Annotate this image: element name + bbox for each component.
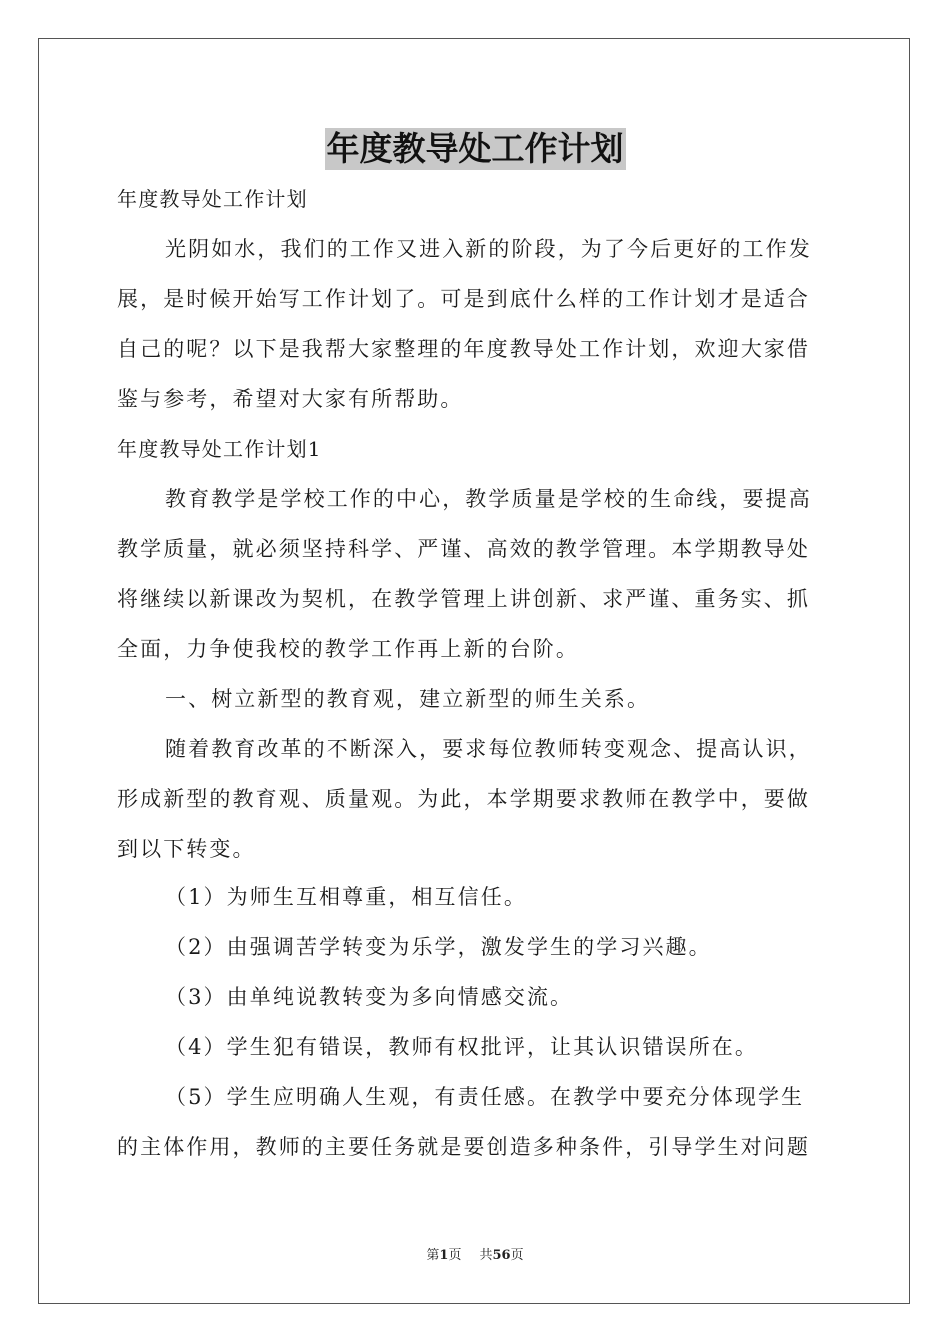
- list-item-4: （4）学生犯有错误，教师有权批评，让其认识错误所在。: [165, 1035, 758, 1059]
- para2-line-3: 到以下转变。: [117, 837, 256, 861]
- document-title: 年度教导处工作计划: [326, 129, 624, 168]
- title-wrap: [0, 128, 950, 170]
- list-item-5: （5）学生应明确人生观，有责任感。在教学中要充分体现学生: [165, 1085, 805, 1109]
- para1-line-1: 教育教学是学校工作的中心，教学质量是学校的生命线，要提高: [165, 487, 812, 511]
- footer-page-number: 1: [439, 1248, 449, 1263]
- page-border: [38, 38, 910, 1304]
- list-item-2: （2）由强调苦学转变为乐学，激发学生的学习兴趣。: [165, 935, 712, 959]
- footer-page-suffix: 页: [448, 1248, 462, 1263]
- section-heading: 年度教导处工作计划1: [117, 437, 322, 461]
- intro-line-3: 自己的呢？以下是我帮大家整理的年度教导处工作计划，欢迎大家借: [117, 337, 810, 361]
- intro-line-2: 展，是时候开始写工作计划了。可是到底什么样的工作计划才是适合: [117, 287, 810, 311]
- para1-line-3: 将继续以新课改为契机，在教学管理上讲创新、求严谨、重务实、抓: [117, 587, 810, 611]
- footer-total-suffix: 页: [510, 1248, 524, 1263]
- last-line: 的主体作用，教师的主要任务就是要创造多种条件，引导学生对问题: [117, 1135, 810, 1159]
- para1-line-2: 教学质量，就必须坚持科学、严谨、高效的教学管理。本学期教导处: [117, 537, 810, 561]
- list-item-1: （1）为师生互相尊重，相互信任。: [165, 885, 527, 909]
- page-footer: [0, 1247, 950, 1265]
- footer-total-prefix: 共: [479, 1248, 493, 1263]
- footer-page-prefix: 第: [426, 1248, 440, 1263]
- para1-line-4: 全面，力争使我校的教学工作再上新的台阶。: [117, 637, 579, 661]
- document-subtitle: 年度教导处工作计划: [117, 187, 308, 211]
- intro-line-4: 鉴与参考，希望对大家有所帮助。: [117, 387, 464, 411]
- list-item-3: （3）由单纯说教转变为多向情感交流。: [165, 985, 574, 1009]
- point1-heading: 一、树立新型的教育观，建立新型的师生关系。: [165, 687, 651, 711]
- intro-line-1: 光阴如水，我们的工作又进入新的阶段，为了今后更好的工作发: [165, 237, 812, 261]
- para2-line-1: 随着教育改革的不断深入，要求每位教师转变观念、提高认识，: [165, 737, 812, 761]
- para2-line-2: 形成新型的教育观、质量观。为此，本学期要求教师在教学中，要做: [117, 787, 810, 811]
- footer-total-pages: 56: [492, 1248, 511, 1263]
